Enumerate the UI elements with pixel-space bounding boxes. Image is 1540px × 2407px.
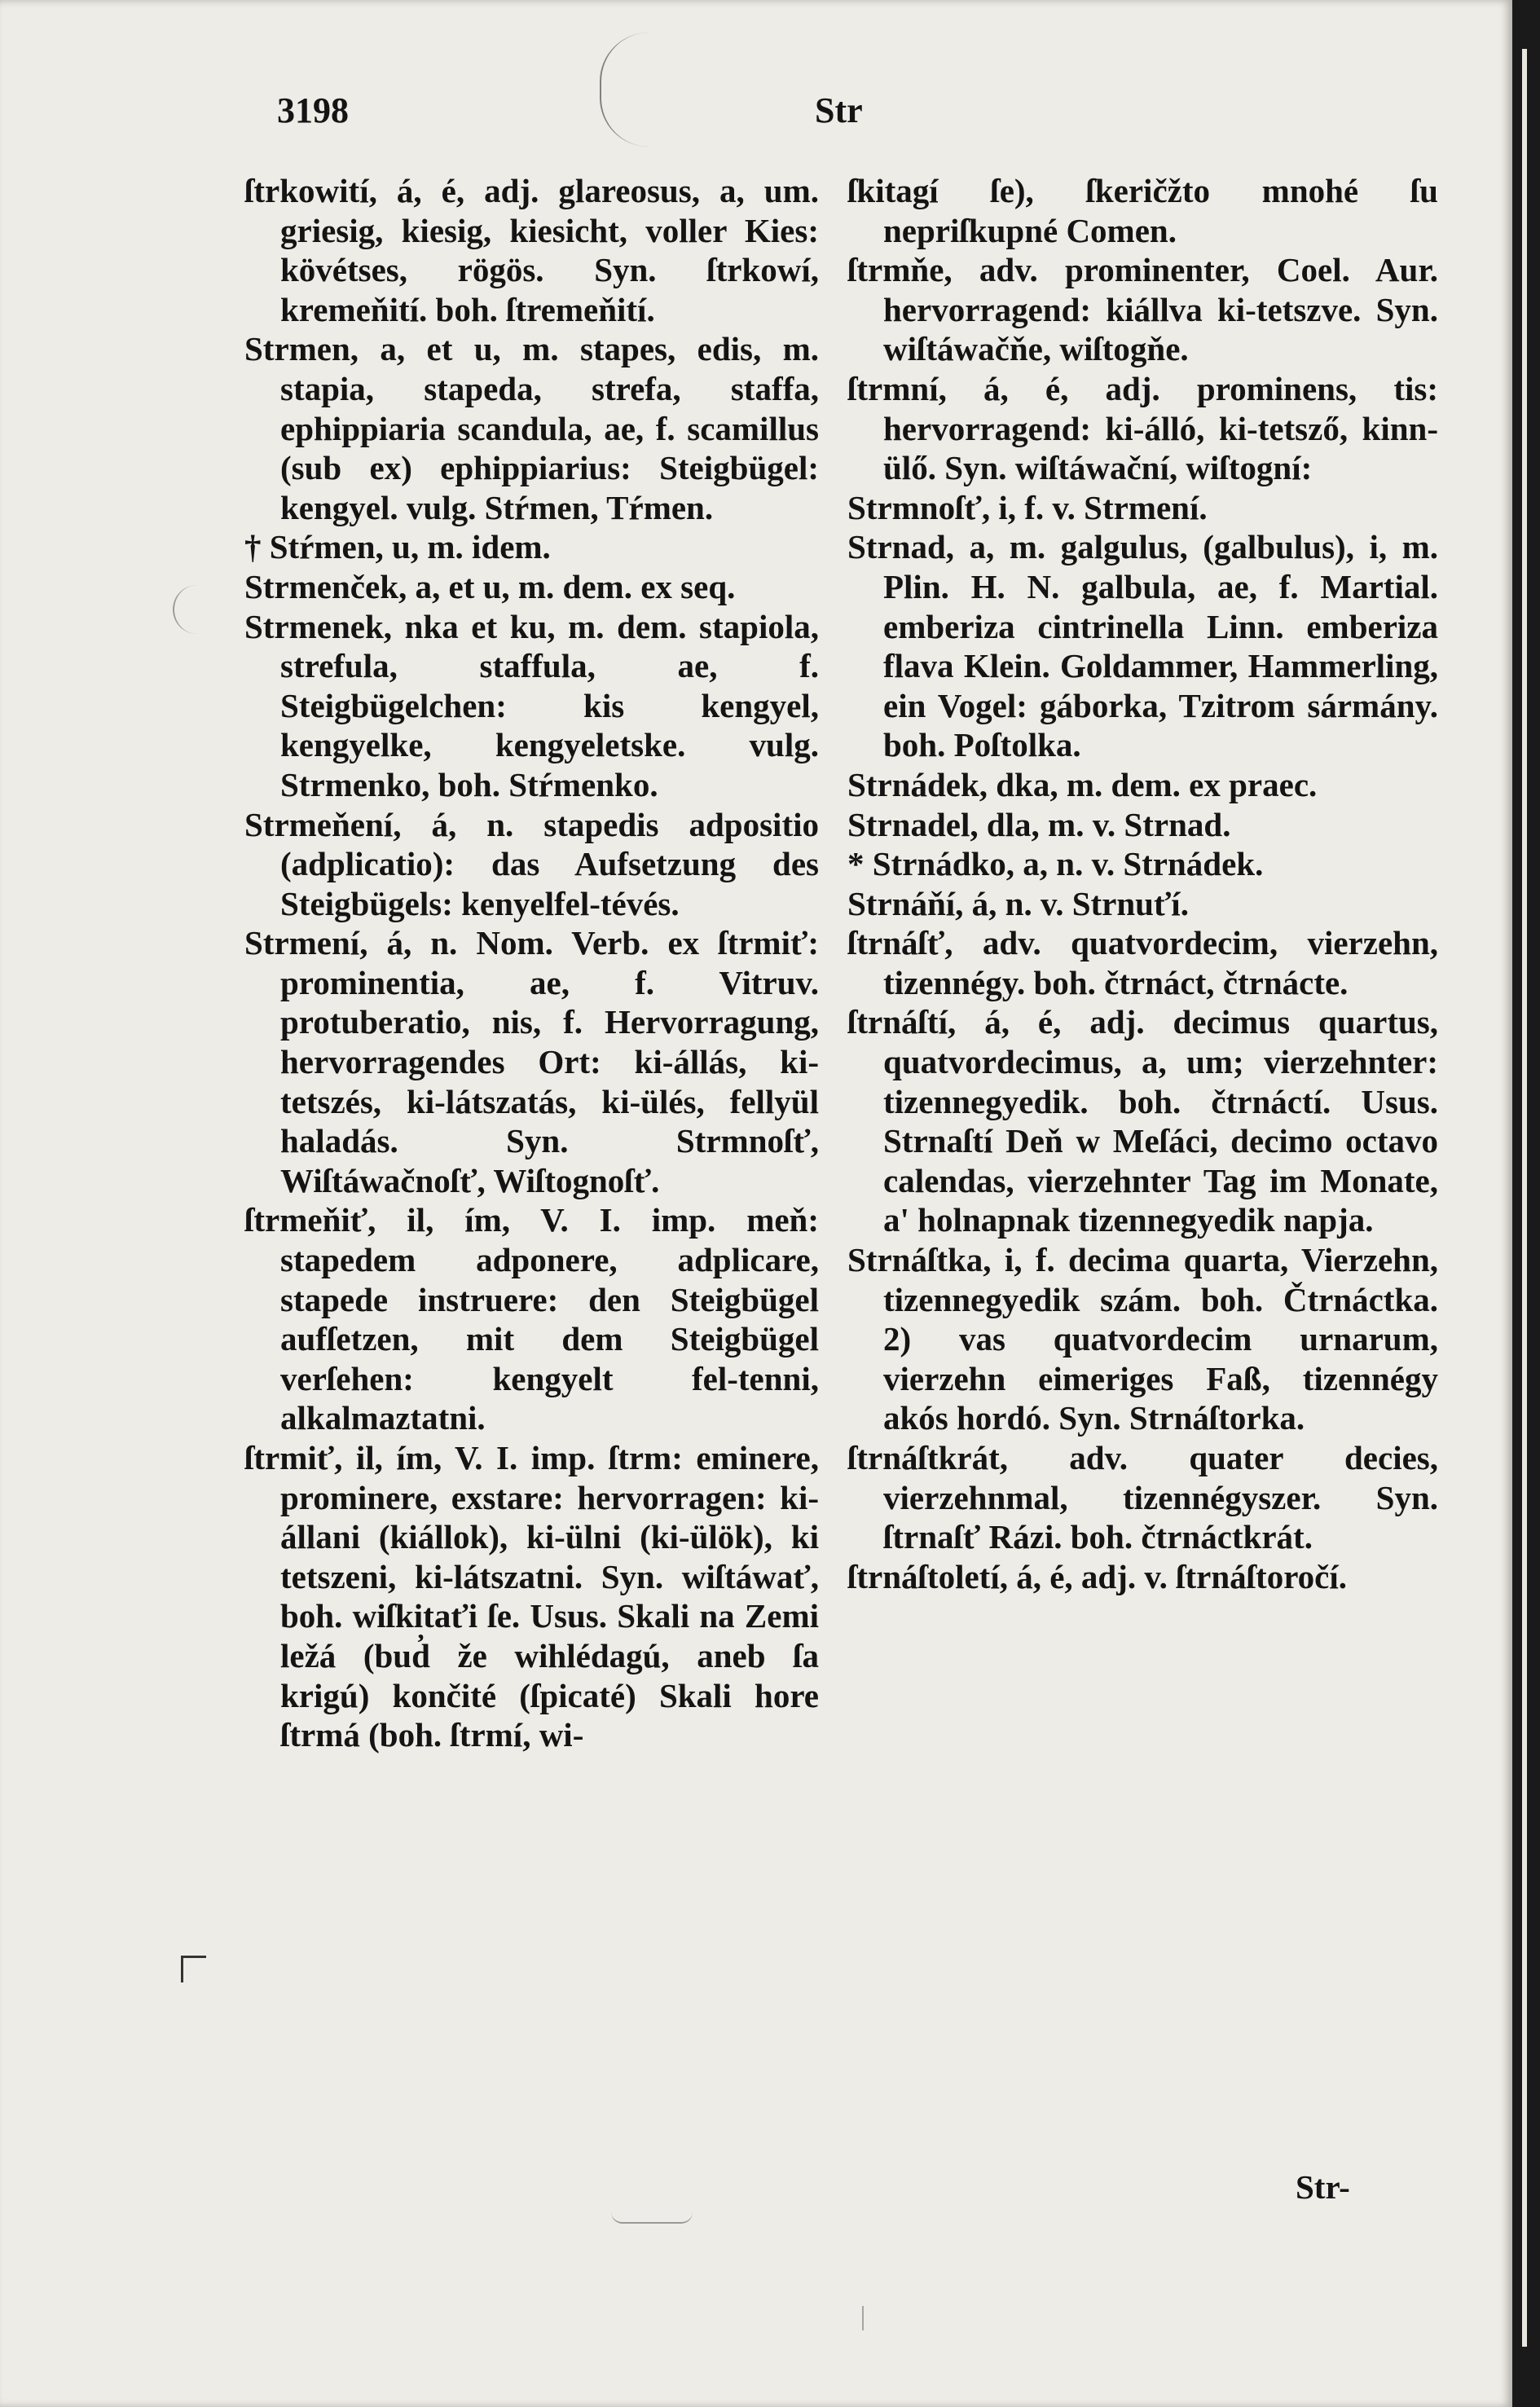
pencil-mark xyxy=(173,585,199,634)
dictionary-entry: † Stŕmen, u, m. idem. xyxy=(244,528,551,566)
dictionary-entry: ſtrmňe, adv. prominenter, Coel. Aur. hervorragend: kiállva ki-tetszve. Syn. wiſtáwačňe, wiſtogňe. xyxy=(847,251,1438,368)
running-head: Str xyxy=(815,90,863,130)
pencil-mark xyxy=(862,2306,867,2330)
dictionary-entry: Strnad, a, m. galgulus, (galbulus), i, m. Plin. H. N. galbula, ae, f. Martial. emberiza cintrinella Linn. emberiza flava Klein. Goldammer, Hammerling, ein Vogel: gáborka, Tzitrom sármány. boh. Poſtolka. xyxy=(847,528,1438,764)
dictionary-entry: ſtrnáſtkrát, adv. quater decies, vierzehnmal, tizennégyszer. Syn. ſtrnaſť Rázi. boh. čtrnáctkrát. xyxy=(847,1439,1438,1556)
page-number: 3198 xyxy=(277,90,349,130)
dictionary-entry: ſtrkowití, á, é, adj. glareosus, a, um. griesig, kiesig, kiesicht, voller Kies: kövétses, rögös. Syn. ſtrkowí, kremeňití. boh. ſtremeňití. xyxy=(244,172,819,328)
dictionary-entry: ſtrnáſť, adv. quatvordecim, vierzehn, tizennégy. boh. čtrnáct, čtrnácte. xyxy=(847,924,1438,1001)
dictionary-entry: Strmení, á, n. Nom. Verb. ex ſtrmiť: prominentia, ae, f. Vitruv. protuberatio, nis, f. Hervorragung, hervorragendes Ort: ki-állás, ki-tetszés, ki-látszatás, ki-ülés, fellyül haladás. Syn. Strmnoſť, Wiſtáwačnoſť, Wiſtognoſť. xyxy=(244,924,819,1199)
dictionary-entry: ſtrmeňiť, il, ím, V. I. imp. meň: stapedem adponere, adplicare, stapede instruere: den Steigbügel aufſetzen, mit dem Steigbügel verſehen: kengyelt fel-tenni, alkalmaztatni. xyxy=(244,1201,819,1437)
dictionary-entry: Strnáſtka, i, f. decima quarta, Vierzehn, tizennegyedik szám. boh. Čtrnáctka. 2) vas quatvordecim urnarum, vierzehn eimeriges Faß, tizennégy akós hordó. Syn. Strnáſtorka. xyxy=(847,1241,1438,1437)
dictionary-entry: ſkitagí ſe), ſkeričžto mnohé ſu nepriſkupné Comen. xyxy=(847,172,1438,249)
dictionary-entry: ſtrnáſtoletí, á, é, adj. v. ſtrnáſtoročí. xyxy=(847,1557,1347,1595)
dictionary-entry: Strmeňení, á, n. stapedis adpositio (adplicatio): das Aufsetzung des Steigbügels: kenyelfel-tévés. xyxy=(244,805,819,922)
dictionary-entry: Strnádek, dka, m. dem. ex praec. xyxy=(847,765,1318,803)
dictionary-entry: Strnadel, dla, m. v. Strnad. xyxy=(847,805,1231,843)
dictionary-entry: Strmenček, a, et u, m. dem. ex seq. xyxy=(244,567,736,605)
dictionary-entry: ſtrmní, á, é, adj. prominens, tis: hervorragend: ki-álló, ki-tetsző, kinn-ülő. Syn. wiſtáwační, wiſtogní: xyxy=(847,369,1438,487)
dictionary-entry: * Strnádko, a, n. v. Strnádek. xyxy=(847,845,1264,883)
left-column xyxy=(244,171,819,1755)
pencil-mark xyxy=(181,1956,206,1982)
dictionary-entry: Strmenek, nka et ku, m. dem. stapiola, strefula, staffula, ae, f. Steigbügelchen: kis kengyel, kengyelke, kengyeletske. vulg. Strmenko, boh. Stŕmenko. xyxy=(244,607,819,803)
dictionary-entry: ſtrmiť, il, ím, V. I. imp. ſtrm: eminere, prominere, exstare: hervorragen: ki-állani (kiállok), ki-ülni (ki-ülök), ki tetszeni, ki-látszatni. Syn. wiſtáwať, boh. wiſkitaťi ſe. Usus. Skali na Zemi ležá (bud̓ že wihlédagú, aneb ſa krigú) končité (ſpicaté) Skali hore ſtrmá (boh. ſtrmí, wi- xyxy=(244,1439,819,1754)
pencil-mark xyxy=(611,2212,693,2224)
dictionary-entry: Strmnoſť, i, f. v. Strmení. xyxy=(847,488,1208,526)
dictionary-entry: ſtrnáſtí, á, é, adj. decimus quartus, quatvordecimus, a, um; vierzehnter: tizennegyedik. boh. čtrnáctí. Usus. Strnaſtí Deň w Meſáci, decimo octavo calendas, vierzehnter Tag im Monate, a' holnapnak tizennegyedik napja. xyxy=(847,1003,1438,1239)
dictionary-entry: Strnáňí, á, n. v. Strnuťí. xyxy=(847,884,1189,922)
page-header xyxy=(0,90,1512,139)
catchword: Str- xyxy=(1296,2168,1350,2206)
right-column xyxy=(847,171,1438,1596)
dictionary-entry: Strmen, a, et u, m. stapes, edis, m. stapia, stapeda, strefa, staffa, ephippiaria scandula, ae, f. scamillus (sub ex) ephippiarius: Steigbügel: kengyel. vulg. Stŕmen, Tŕmen. xyxy=(244,330,819,526)
page-edge-strip xyxy=(1522,49,1527,2347)
